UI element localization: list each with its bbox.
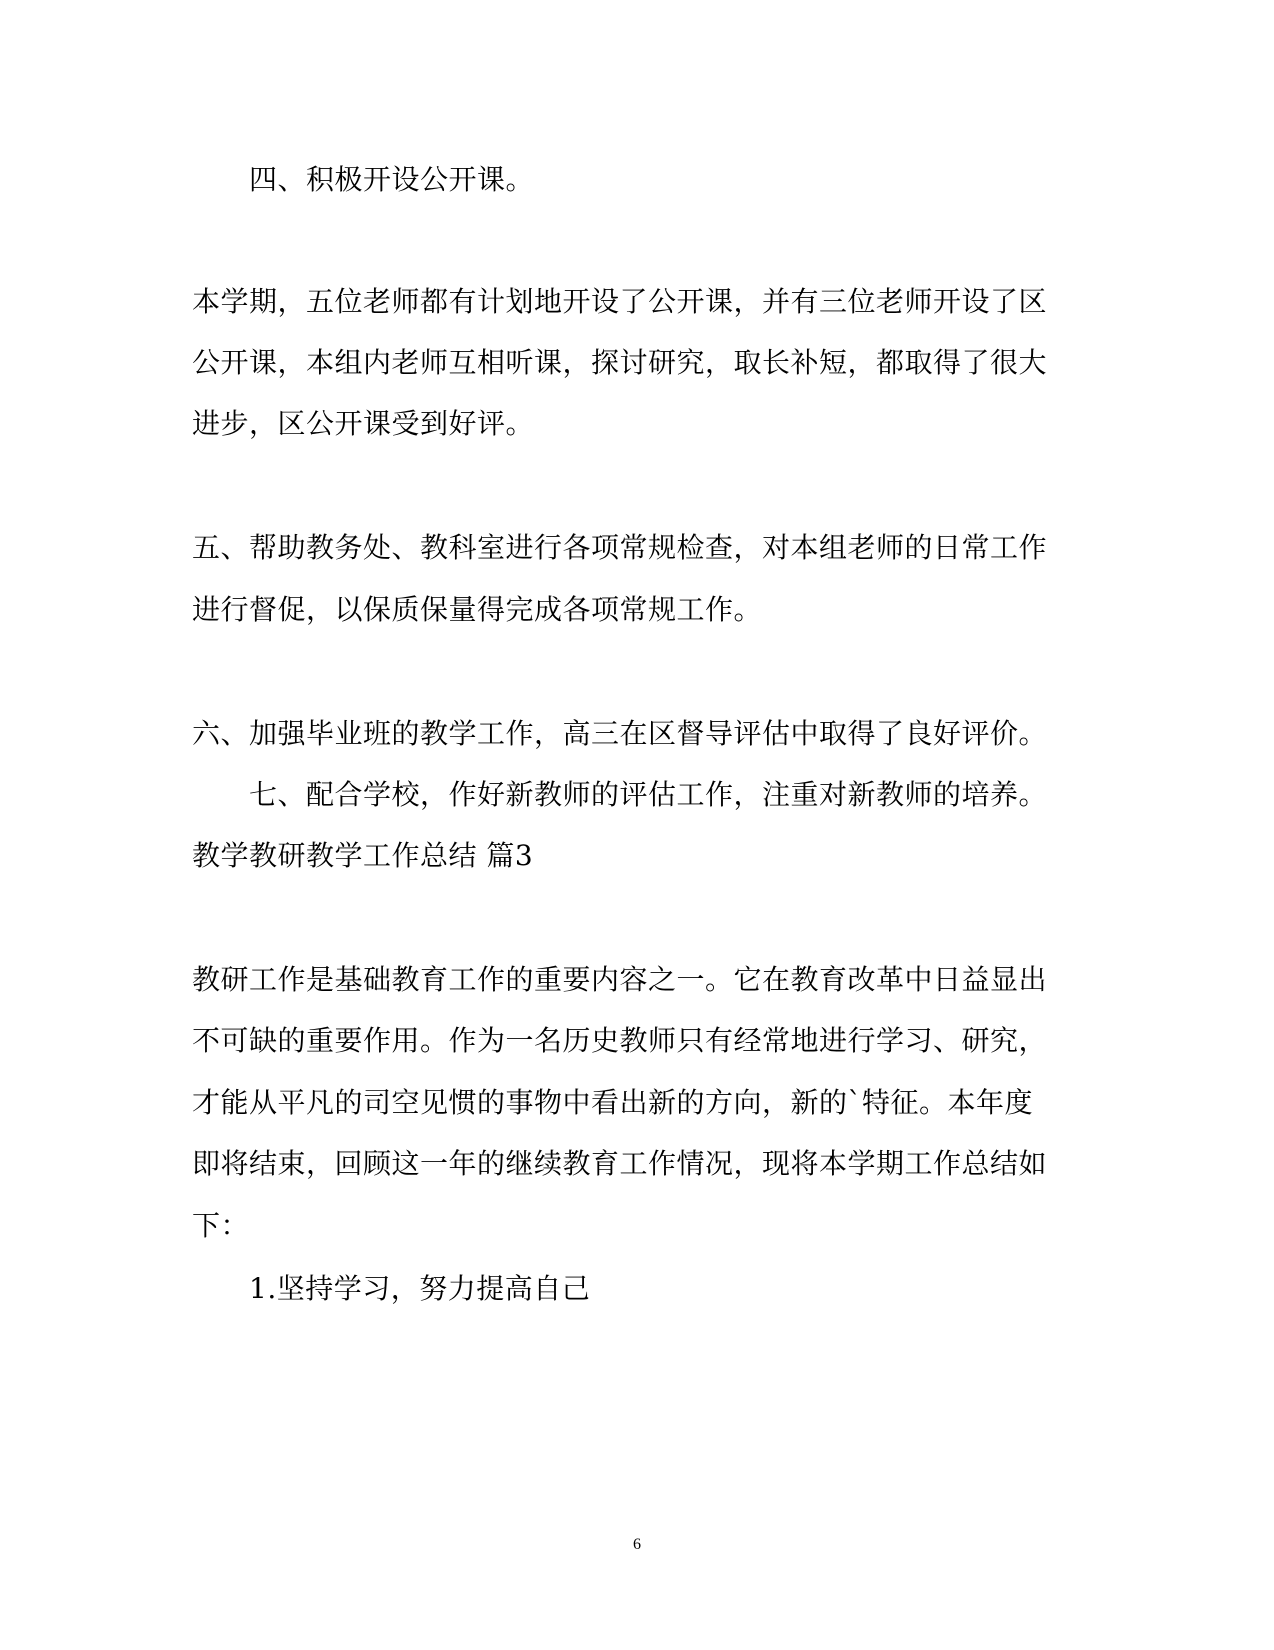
paragraph-line: 才能从平凡的司空见惯的事物中看出新的方向，新的`特征。本年度: [192, 1086, 1034, 1119]
paragraph-line: 公开课，本组内老师互相听课，探讨研究，取长补短，都取得了很大: [192, 346, 1048, 379]
paragraph-line: 即将结束，回顾这一年的继续教育工作情况，现将本学期工作总结如: [192, 1147, 1048, 1180]
paragraph-line: 进行督促，以保质保量得完成各项常规工作。: [192, 593, 763, 626]
section-heading-5: 五、帮助教务处、教科室进行各项常规检查，对本组老师的日常工作: [192, 531, 1048, 564]
numbered-item-1: 1.坚持学习，努力提高自己: [249, 1272, 591, 1305]
article-title: 教学教研教学工作总结 篇3: [192, 839, 534, 872]
section-heading-7: 七、配合学校，作好新教师的评估工作，注重对新教师的培养。: [249, 778, 1048, 811]
paragraph-line: 进步，区公开课受到好评。: [192, 407, 535, 440]
paragraph-line: 教研工作是基础教育工作的重要内容之一。它在教育改革中日益显出: [192, 963, 1048, 996]
paragraph-line: 本学期，五位老师都有计划地开设了公开课，并有三位老师开设了区: [192, 285, 1048, 318]
paragraph-line: 不可缺的重要作用。作为一名历史教师只有经常地进行学习、研究，: [192, 1024, 1048, 1057]
page-number: 6: [633, 1536, 641, 1553]
section-heading-4: 四、积极开设公开课。: [249, 163, 535, 196]
paragraph-line: 下：: [192, 1209, 250, 1242]
section-heading-6: 六、加强毕业班的教学工作，高三在区督导评估中取得了良好评价。: [192, 717, 1048, 750]
